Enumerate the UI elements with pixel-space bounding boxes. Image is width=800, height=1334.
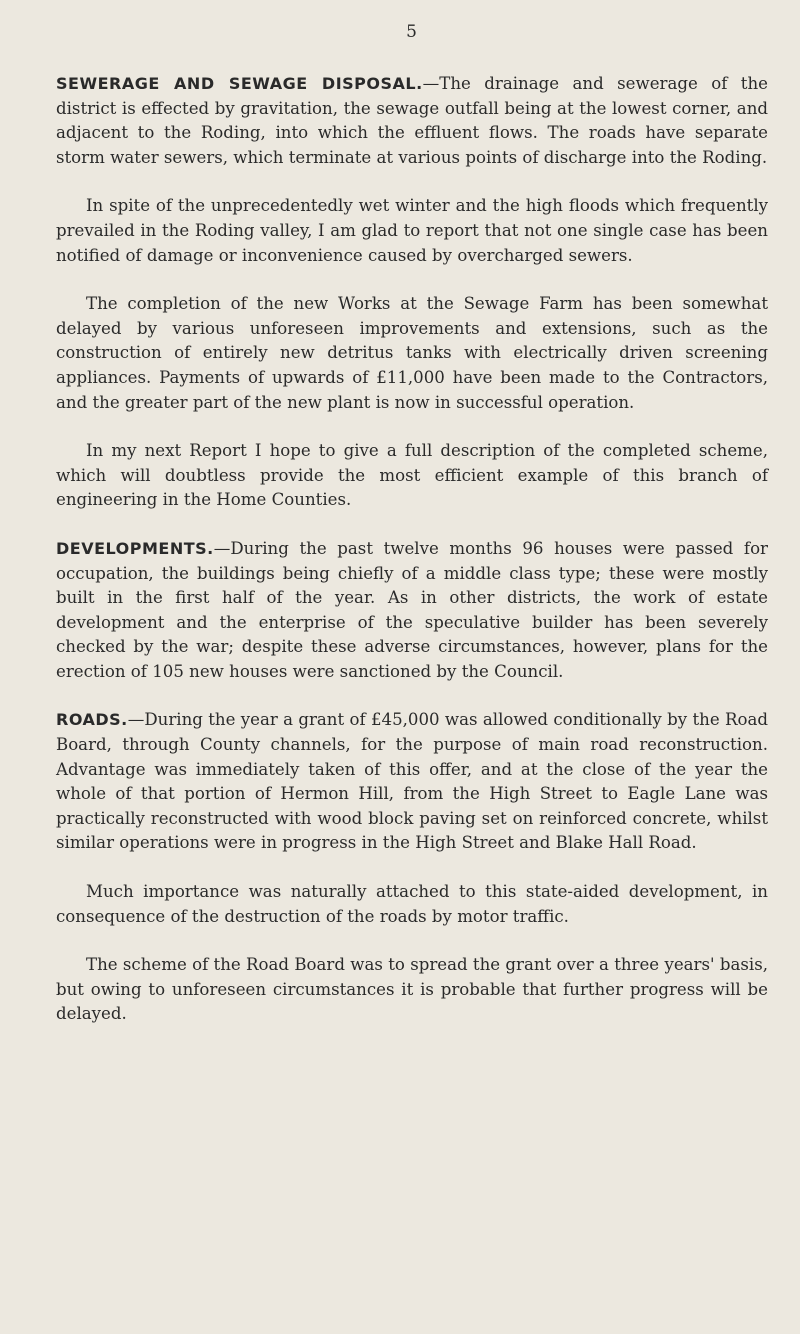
sewerage-paragraph-3-text: The completion of the new Works at the Sewage Farm has been somewhat delayed by various unforeseen improvements and extensions, such as the construction of entirely new detritus tanks with electrically driven screening appliances. Payments of upwards of £11,000 have been made to the Contractors, and the greater part of the new plant is now in successful operation. — [56, 294, 768, 412]
roads-paragraph-3 — [56, 953, 768, 1027]
roads-heading: ROADS. — [56, 710, 128, 730]
sewerage-paragraph-3 — [56, 292, 768, 415]
sewerage-paragraph-2-text: In spite of the unprecedentedly wet winter and the high floods which frequently prevailed in the Roding valley, I am glad to report that not one single case has been notified of damage or inconvenience caused by overcharged sewers. — [56, 196, 768, 265]
sewerage-paragraph-2 — [56, 194, 768, 268]
roads-paragraph-2-text: Much importance was naturally attached to this state-aided development, in consequence of the destruction of the roads by motor traffic. — [56, 882, 768, 926]
page-number: 5 — [406, 22, 418, 42]
sewerage-paragraph-1-text: —The drainage and sewerage of the district is effected by gravitation, the sewage outfall being at the lowest corner, and adjacent to the Roding, into which the effluent flows. The roads have separate storm water sewers, which terminate at various points of discharge into the Roding. — [56, 74, 768, 167]
sewerage-paragraph-1 — [56, 72, 768, 170]
developments-heading: DEVELOPMENTS. — [56, 538, 214, 558]
sewerage-paragraph-4-text: In my next Report I hope to give a full description of the completed scheme, which will doubtless provide the most efficient example of this branch of engineering in the Home Counties. — [56, 441, 768, 510]
roads-paragraph-3-text: The scheme of the Road Board was to spread the grant over a three years' basis, but owing to unforeseen circumstances it is probable that further progress will be delayed. — [56, 955, 768, 1024]
developments-paragraph-1 — [56, 537, 768, 685]
roads-paragraph-2 — [56, 880, 768, 929]
developments-paragraph-1-text: —During the past twelve months 96 houses were passed for occupation, the buildings being chiefly of a middle class type; these were mostly built in the first half of the year. As in other districts, the work of estate development and the enterprise of the speculative builder has been severely checked by the war; despite these adverse circumstances, however, plans for the erection of 105 new houses were sanctioned by the Council. — [56, 538, 768, 681]
roads-paragraph-1-text: —During the year a grant of £45,000 was allowed conditionally by the Road Board, through County channels, for the purpose of main road reconstruction. Advantage was immediately taken of this offer, and at the close of the year the whole of that portion of Hermon Hill, from the High Street to Eagle Lane was practically reconstructed with wood block paving set on reinforced concrete, whilst similar operations were in progress in the High Street and Blake Hall Road. — [56, 710, 768, 853]
sewerage-paragraph-4 — [56, 439, 768, 513]
sewerage-heading: SEWERAGE AND SEWAGE DISPOSAL. — [56, 74, 423, 93]
roads-paragraph-1 — [56, 708, 768, 856]
